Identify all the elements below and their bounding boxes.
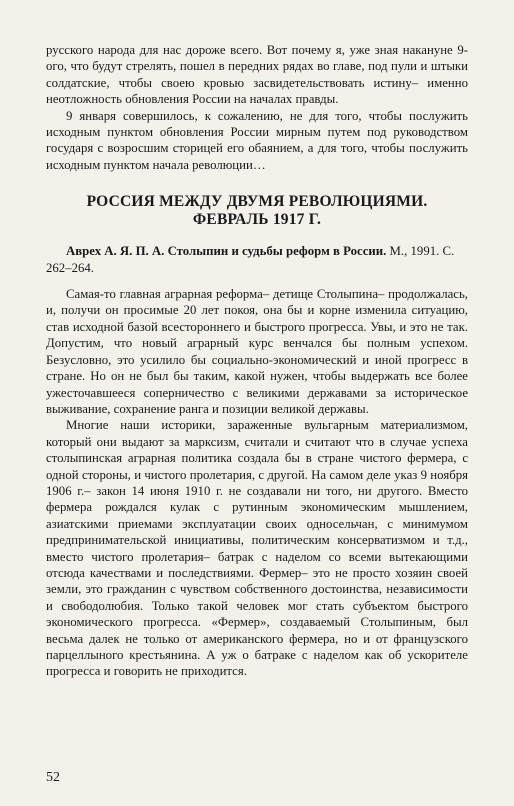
paragraph: русского народа для нас дороже всего. Вот почему я, уже зная накануне 9-ого, что будут стрелять, пошел в передних рядах во главе, под пули и штыки солдатские, чтобы своею кровью засвидетельствовать истину– именно неотложность обновления России на началах правды. (46, 43, 468, 107)
paragraph: Многие наши историки, зараженные вульгарным материализмом, который они выдают за марксизм, считали и считают что в случае успеха столыпинская аграрная политика создала бы в стране чистого фермера, с одной стороны, и чистого пролетария, с другой. На самом деле указ 9 ноября 1906 г.– закон 14 июня 1910 г. не создавали ни того, ни другого. Вместо фермера рождался кулак с рутинным экономическим мышлением, азиатскими приемами эксплуатации своих односельчан, с минимумом предпринимательской инициативы, политическим консерватизмом и т.д., вместо чистого пролетария– батрак с наделом со всеми вытекающими отсюда качествами и последствиями. Фермер– это не просто хозяин своей земли, это гражданин с чувством собственного достоинства, независимости и свободолюбия. Только такой человек мог стать субъектом быстрого экономического прогресса. «Фермер», создаваемый Столыпиным, был весьма далек не только от американского фермера, но и от французского парцеллыного крестьянина. А уж о батраке с наделом как об ускорителе прогресса и говорить не приходится. (46, 418, 468, 679)
paragraph: Самая-то главная аграрная реформа– детище Столыпина– продолжалась, и, получи он просимые 20 лет покоя, она бы и корне изменила ситуацию, став исходной базой всестороннего и быстрого прогресса. Увы, и это не так. Допустим, что новый аграрный курс венчался бы полным успехом. Безусловно, это усилило бы социально-экономический и иной прогресс в стране. Но он не был бы таким, какой нужен, чтобы выдержать все более ужесточавшееся соперничество с великими державами за историческое выживание, сохранение ранга и позиции великой державы. (46, 287, 468, 416)
section-heading-line: ФЕВРАЛЬ 1917 Г. (192, 211, 322, 229)
paragraph: 9 января совершилось, к сожалению, не для того, чтобы послужить исходным пунктом обновления России мирным путем под руководством государя с возросшим сторицей его обаянием, а для того, чтобы послужить исходным пунктом начала революции… (46, 108, 468, 172)
source-details: М., 1991. С. 262–264. (46, 244, 455, 275)
section-heading (46, 193, 468, 229)
source-title: Аврех А. Я. П. А. Столыпин и судьбы реформ в России. (66, 244, 387, 259)
source-citation (46, 243, 468, 276)
page-number: 52 (46, 770, 60, 785)
section-heading-line: РОССИЯ МЕЖДУ ДВУМЯ РЕВОЛЮЦИЯМИ. (86, 193, 428, 211)
